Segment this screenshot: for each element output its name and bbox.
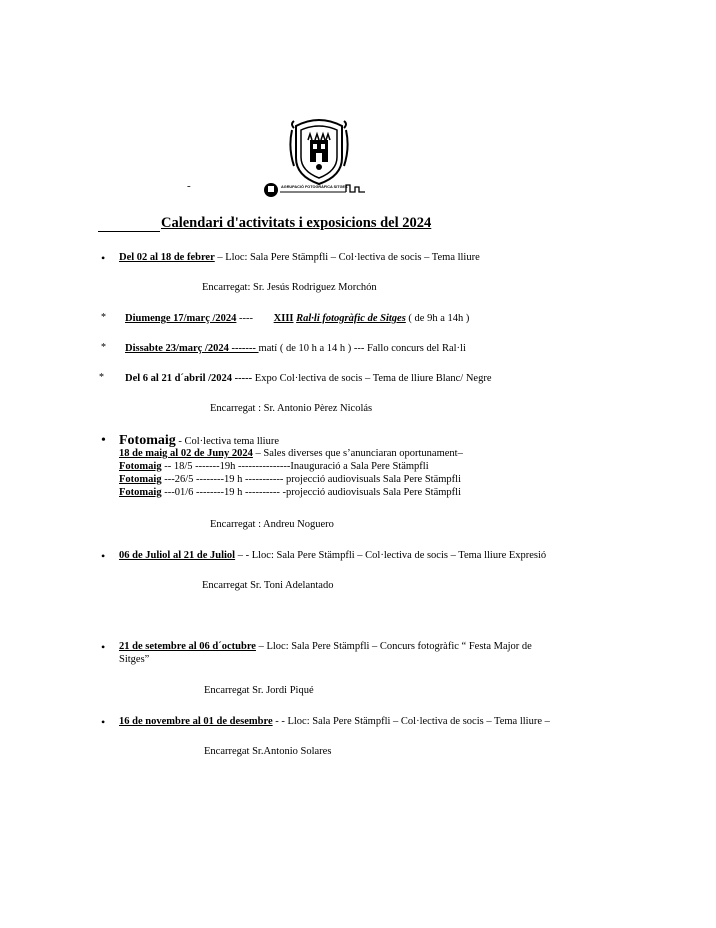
event-4-line xyxy=(125,372,492,385)
fotomaig-line-2 xyxy=(119,473,461,486)
fotomaig-line-label: Fotomaig xyxy=(119,474,162,485)
event-7-line xyxy=(119,640,532,653)
event-8-desc: - - Lloc: Sala Pere Stämpfli – Col·lectiva de socis – Tema lliure – xyxy=(272,716,550,727)
bullet: • xyxy=(101,251,106,265)
event-6-desc: – - Lloc: Sala Pere Stämpfli – Col·lectiva de socis – Tema lliure Expresió xyxy=(235,550,547,561)
fotomaig-date-line xyxy=(119,447,463,460)
event-7-desc: – Lloc: Sala Pere Stämpfli – Concurs fotogràfic “ Festa Major de xyxy=(255,641,532,652)
bullet: * xyxy=(101,312,106,323)
fotomaig-desc: – Sales diverses que s’anunciaran oportunament– xyxy=(252,448,463,459)
event-4-manager: Encarregat : Sr. Antonio Pèrez Nicolás xyxy=(210,403,373,414)
bullet: • xyxy=(101,433,106,448)
event-8-line xyxy=(119,715,550,728)
event-7-desc-cont: Sitges” xyxy=(119,654,150,665)
fotomaig-manager: Encarregat : Andreu Noguero xyxy=(210,519,334,530)
coat-of-arms-logo xyxy=(288,118,350,188)
event-2-line xyxy=(125,312,469,325)
event-3-date: Dissabte 23/març /2024 ------- xyxy=(125,343,259,354)
bullet: • xyxy=(101,549,106,563)
bullet: * xyxy=(101,342,106,353)
event-2-sep: ---- xyxy=(236,313,256,324)
event-4-desc: Expo Col·lectiva de socis – Tema de lliure Blanc/ Negre xyxy=(252,373,492,384)
fotomaig-line-3 xyxy=(119,486,461,499)
event-2-date: Diumenge 17/març /2024 xyxy=(125,313,237,324)
event-6-date: 06 de Juliol al 21 de Juliol xyxy=(119,550,236,561)
fotomaig-line-text: ---26/5 --------19 h ----------- projecció audiovisuals Sala Pere Stämpfli xyxy=(161,474,462,485)
event-1-desc: – Lloc: Sala Pere Stämpfli – Col·lectiva de socis – Tema lliure xyxy=(214,252,480,263)
fotomaig-title: Fotomaig xyxy=(119,433,176,448)
event-1-manager: Encarregat: Sr. Jesús Rodriguez Morchón xyxy=(202,282,377,293)
event-3-line xyxy=(125,342,466,355)
fotomaig-line-label: Fotomaig xyxy=(119,461,162,472)
event-7-manager: Encarregat Sr. Jordi Piqué xyxy=(204,685,314,696)
event-1-date: Del 02 al 18 de febrer xyxy=(119,252,215,263)
fotomaig-date: 18 de maig al 02 de Juny 2024 xyxy=(119,448,253,459)
event-3-desc: matí ( de 10 h a 14 h ) --- Fallo concurs del Ral·li xyxy=(258,343,466,354)
bullet: • xyxy=(101,640,106,654)
association-logo-band xyxy=(262,181,366,199)
event-6-manager: Encarregat Sr. Toni Adelantado xyxy=(202,580,334,591)
event-2-name-bold: XIII xyxy=(273,313,294,324)
bullet: * xyxy=(99,372,104,383)
page-title: Calendari d'activitats i exposicions del 2024 xyxy=(161,215,432,231)
event-4-date: Del 6 al 21 d´abril /2024 ----- xyxy=(125,373,253,384)
event-8-manager: Encarregat Sr.Antonio Solares xyxy=(204,746,332,757)
event-1-line xyxy=(119,251,480,264)
event-2-desc: ( de 9h a 14h ) xyxy=(405,313,470,324)
fotomaig-line-text: ---01/6 --------19 h ---------- -projecció audiovisuals Sala Pere Stämpfli xyxy=(161,487,462,498)
event-2-name xyxy=(274,313,406,324)
logo-text: AGRUPACIÓ FOTOGRÀFICA SITGES xyxy=(281,185,348,189)
bullet: • xyxy=(101,715,106,729)
title-rule xyxy=(98,231,160,232)
fotomaig-line-text: -- 18/5 -------19h ---------------Inauguració a Sala Pere Stämpfli xyxy=(161,461,429,472)
header-dash: - xyxy=(187,180,191,192)
fotomaig-line-1 xyxy=(119,460,429,473)
event-8-date: 16 de novembre al 01 de desembre xyxy=(119,716,273,727)
event-6-line xyxy=(119,549,546,562)
event-7-date: 21 de setembre al 06 d´octubre xyxy=(119,641,256,652)
event-2-name-italic: Ral·li fotogràfic de Sitges xyxy=(296,313,406,324)
fotomaig-line-label: Fotomaig xyxy=(119,487,162,498)
fotomaig-title-desc: - Col·lectiva tema lliure xyxy=(175,436,279,447)
